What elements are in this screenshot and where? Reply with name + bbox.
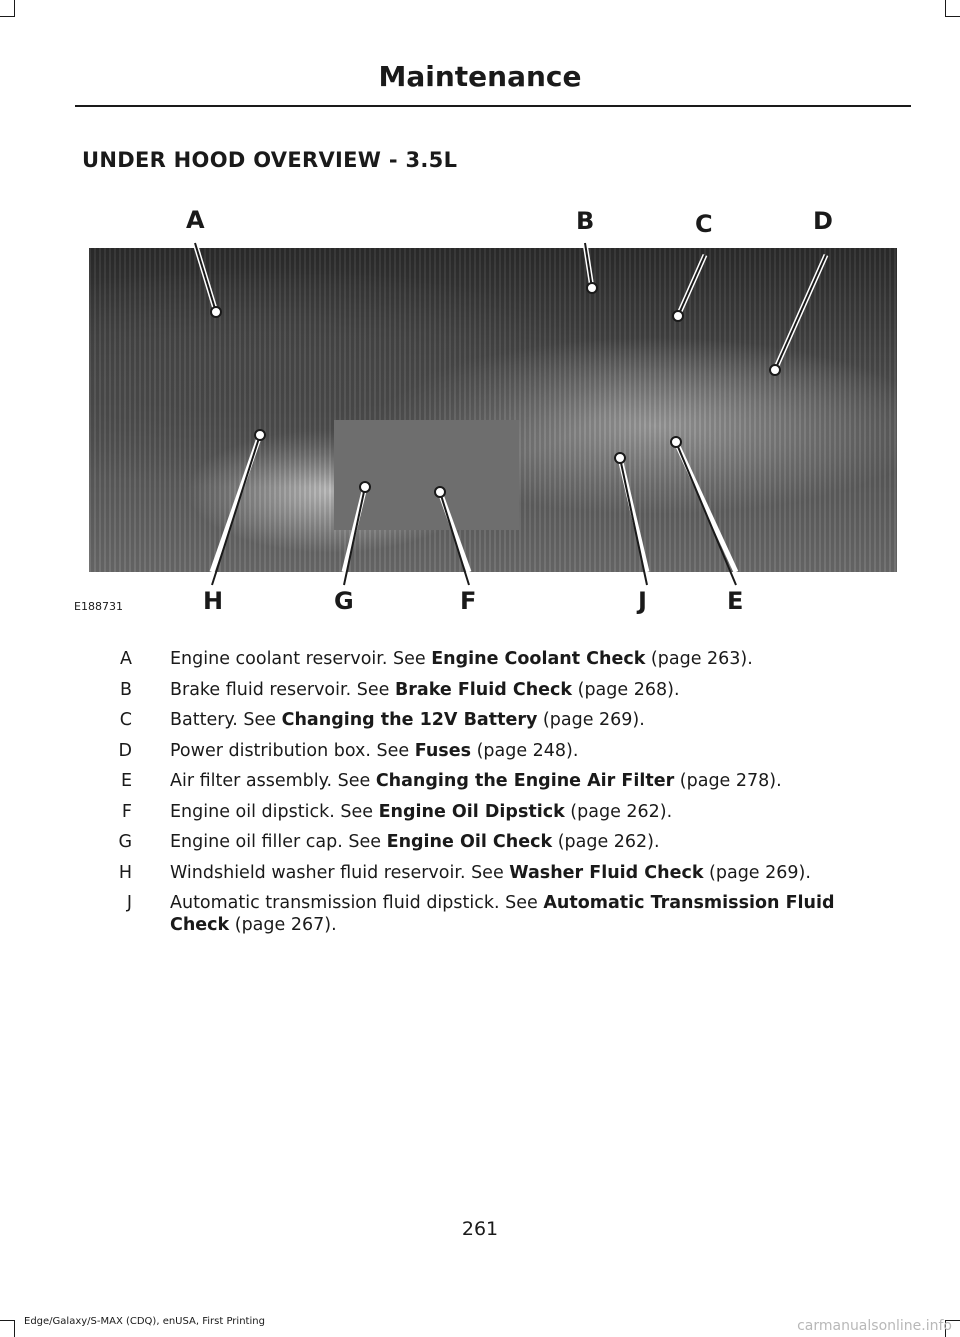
legend-link[interactable]: Washer Fluid Check xyxy=(509,862,704,883)
legend-text: Brake fluid reservoir. xyxy=(170,679,352,700)
legend-row xyxy=(82,709,892,731)
legend-description xyxy=(170,709,892,731)
callout-j: J xyxy=(638,587,647,615)
callout-e: E xyxy=(727,587,744,615)
legend-letter: B xyxy=(119,679,132,700)
legend-description xyxy=(170,801,892,823)
legend-row xyxy=(82,740,892,762)
legend-letter: D xyxy=(118,740,132,761)
legend-text: Automatic transmission fluid dipstick. xyxy=(170,893,500,913)
legend-row xyxy=(82,862,892,884)
callout-a: A xyxy=(186,206,205,234)
legend-link[interactable]: Automatic Transmission Fluid Check xyxy=(170,893,835,935)
legend-page: (page 278). xyxy=(674,771,782,791)
legend-see: See xyxy=(332,771,376,791)
leader-d xyxy=(775,255,826,370)
legend-see: See xyxy=(465,862,510,883)
page-heading: UNDER HOOD OVERVIEW - 3.5L xyxy=(82,148,458,172)
watermark: carmanualsonline.info xyxy=(797,1318,952,1334)
callout-c: C xyxy=(695,210,713,238)
legend-link[interactable]: Engine Oil Dipstick xyxy=(378,801,565,822)
legend-letter: G xyxy=(118,832,132,852)
legend-description xyxy=(170,679,892,701)
legend-see: See xyxy=(351,679,395,700)
callout-f: F xyxy=(460,587,477,615)
legend-see: See xyxy=(387,649,432,669)
footer-text: Edge/Galaxy/S-MAX (CDQ), enUSA, First Printing xyxy=(24,1316,265,1327)
legend-row xyxy=(82,770,892,792)
legend-text: Engine oil filler cap. xyxy=(170,832,343,852)
point-e xyxy=(671,437,681,447)
point-a xyxy=(211,307,221,317)
legend-letter: H xyxy=(118,862,132,883)
page-number: 261 xyxy=(461,1218,499,1240)
legend-letter: F xyxy=(121,801,132,822)
leader-e xyxy=(676,442,736,585)
legend-text: Windshield washer fluid reservoir. xyxy=(170,862,466,883)
legend-link[interactable]: Engine Coolant Check xyxy=(431,649,646,669)
legend-page: (page 268). xyxy=(572,679,680,700)
legend-text: Engine coolant reservoir. xyxy=(170,649,388,669)
callout-d: D xyxy=(813,207,833,235)
legend-description xyxy=(170,831,892,853)
leader-j xyxy=(620,458,647,585)
callout-b: B xyxy=(576,207,595,235)
legend-page: (page 262). xyxy=(564,801,673,822)
legend-page: (page 248). xyxy=(471,740,579,761)
legend-see: See xyxy=(237,710,282,730)
legend-row xyxy=(82,679,892,701)
legend-link[interactable]: Brake Fluid Check xyxy=(394,679,573,700)
point-d xyxy=(770,365,780,375)
crop-mark xyxy=(0,1320,15,1321)
legend-link[interactable]: Changing the Engine Air Filter xyxy=(375,771,675,791)
leader-a xyxy=(195,243,216,312)
legend-letter: E xyxy=(120,771,132,791)
legend-description xyxy=(170,648,892,670)
leader-g xyxy=(344,487,365,585)
legend-description xyxy=(170,862,892,884)
legend-link[interactable]: Changing the 12V Battery xyxy=(281,710,538,730)
callout-g: G xyxy=(334,587,354,615)
legend-link[interactable]: Fuses xyxy=(414,740,471,761)
legend-letter: A xyxy=(120,649,132,669)
legend-page: (page 267). xyxy=(229,915,337,935)
leader-c xyxy=(678,255,705,316)
legend-text: Air filter assembly. xyxy=(170,771,333,791)
legend-row xyxy=(82,831,892,853)
point-g xyxy=(360,482,370,492)
legend-description xyxy=(170,892,892,936)
legend-see: See xyxy=(342,832,387,852)
legend-description xyxy=(170,770,892,792)
legend-list xyxy=(82,648,892,945)
callout-leaders xyxy=(0,0,960,640)
point-c xyxy=(673,311,683,321)
legend-row xyxy=(82,648,892,670)
figure-id: E188731 xyxy=(74,600,123,613)
legend-letter: J xyxy=(126,893,132,913)
legend-page: (page 269). xyxy=(537,710,645,730)
legend-letter: C xyxy=(119,710,132,730)
legend-see: See xyxy=(334,801,379,822)
legend-text: Battery. xyxy=(170,710,238,730)
legend-page: (page 263). xyxy=(645,649,753,669)
leader-h xyxy=(212,435,260,585)
legend-see: See xyxy=(370,740,415,761)
point-f xyxy=(435,487,445,497)
point-h xyxy=(255,430,265,440)
legend-text: Power distribution box. xyxy=(170,740,371,761)
leader-f xyxy=(440,492,469,585)
legend-page: (page 262). xyxy=(552,832,660,852)
legend-row xyxy=(82,892,892,936)
legend-page: (page 269). xyxy=(703,862,811,883)
legend-see: See xyxy=(499,893,544,913)
crop-mark xyxy=(14,1320,15,1337)
legend-description xyxy=(170,740,892,762)
legend-row xyxy=(82,801,892,823)
legend-link[interactable]: Engine Oil Check xyxy=(386,832,553,852)
point-b xyxy=(587,283,597,293)
point-j xyxy=(615,453,625,463)
callout-h: H xyxy=(203,587,224,615)
legend-text: Engine oil dipstick. xyxy=(170,801,335,822)
section-title: Maintenance xyxy=(378,60,582,93)
